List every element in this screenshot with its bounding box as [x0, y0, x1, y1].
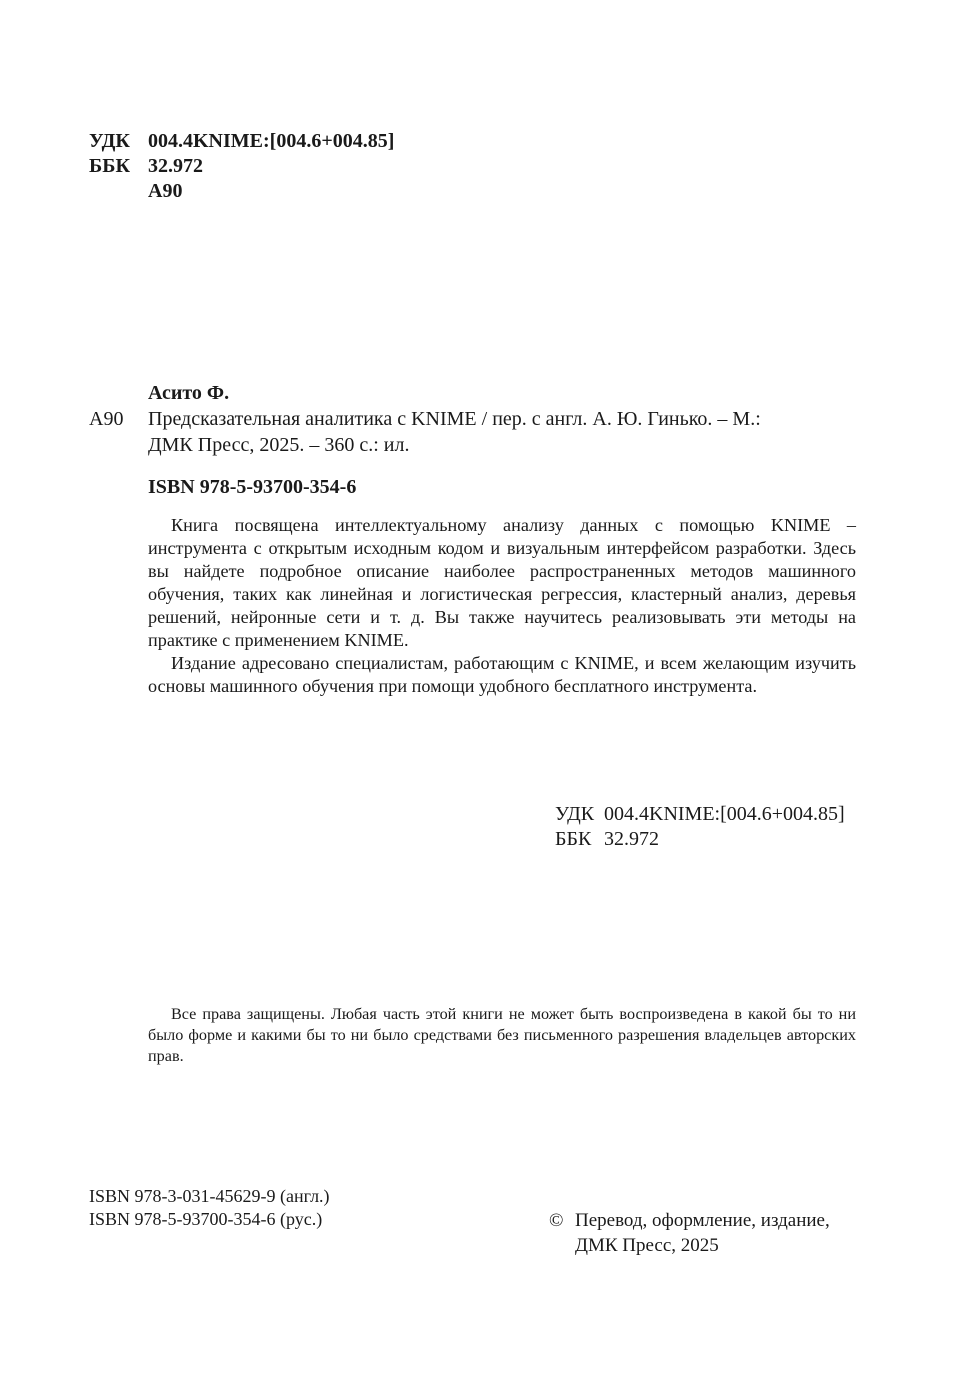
- isbn-main: ISBN 978-5-93700-354-6: [148, 476, 357, 498]
- udk-footer-label: УДК: [555, 803, 595, 825]
- udk-footer-value: 004.4KNIME:[004.6+004.85]: [604, 803, 845, 825]
- udk-label: УДК: [89, 130, 130, 152]
- copyright-line-1: Перевод, оформление, издание,: [575, 1210, 830, 1231]
- isbn-original: ISBN 978-3-031-45629-9 (англ.): [89, 1186, 330, 1206]
- copyright-symbol: ©: [549, 1210, 564, 1231]
- annotation-paragraph-1: Книга посвящена интеллектуальному анализу данных с помощью KNIME – инструмента с открытым исходным кодом и визуальным интерфейсом разработки. Здесь вы найдете подробное описание наиболее распространенных методов машинного обучения, таких как линейная и логистическая регрессия, кластерный анализ, деревья решений, нейронные сети и т. д. Вы также научитесь реализовывать эти методы на практике с применением KNIME.: [148, 515, 856, 650]
- copyright-line-2: ДМК Пресс, 2025: [575, 1235, 719, 1256]
- udk-header-row: [89, 129, 394, 153]
- author-name: Асито Ф.: [148, 382, 230, 404]
- author-mark-header-row: [89, 179, 182, 203]
- udk-value: 004.4KNIME:[004.6+004.85]: [148, 130, 395, 152]
- rights-notice: Все права защищены. Любая часть этой книги не может быть воспроизведена в какой бы то ни было форме и какими бы то ни было средствами без письменного разрешения владельцев авторских прав.: [148, 1005, 856, 1065]
- annotation: [148, 514, 856, 698]
- description-line-2: ДМК Пресс, 2025. – 360 с.: ил.: [148, 434, 410, 456]
- author-mark: А90: [89, 408, 124, 430]
- bbk-label: ББК: [89, 155, 130, 177]
- copyright: [549, 1208, 830, 1258]
- bbk-footer-label: ББК: [555, 828, 592, 850]
- bbk-header-row: [89, 154, 203, 178]
- bbk-footer-row: [555, 827, 659, 851]
- isbn-russian: ISBN 978-5-93700-354-6 (рус.): [89, 1209, 323, 1229]
- author-mark-header: А90: [148, 180, 183, 202]
- annotation-paragraph-2: Издание адресовано специалистам, работающим с KNIME, и всем желающим изучить основы машинного обучения при помощи удобного бесплатного инструмента.: [148, 653, 856, 696]
- bbk-value: 32.972: [148, 155, 203, 177]
- bbk-footer-value: 32.972: [604, 828, 659, 850]
- description-line-1: Предсказательная аналитика с KNIME / пер. с англ. А. Ю. Гинько. – М.:: [148, 408, 761, 430]
- udk-footer-row: [555, 802, 845, 826]
